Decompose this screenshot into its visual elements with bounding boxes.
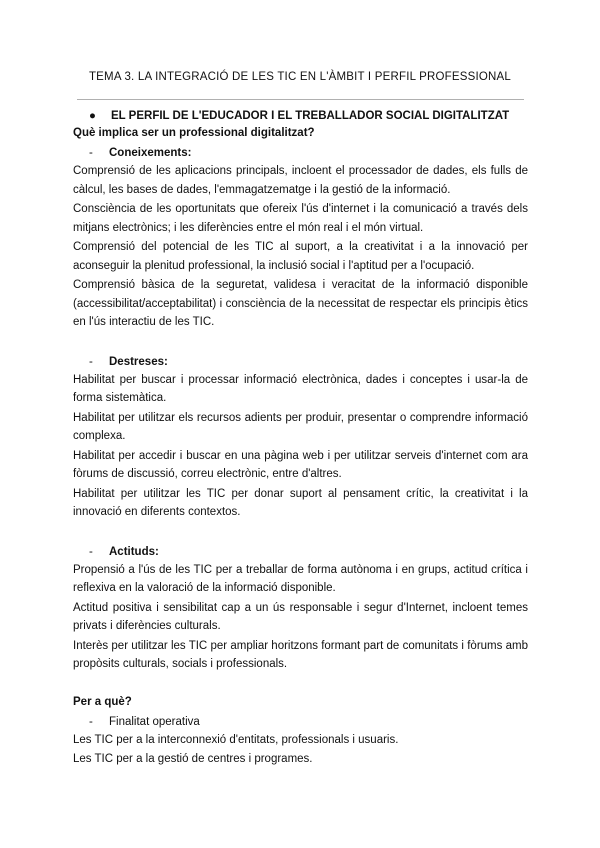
coneixements-heading-text: Coneixements: [109, 147, 192, 159]
section-heading [89, 108, 528, 124]
paragraph: Consciència de les oportunitats que ofereix l'ús d'internet i la comunicació a través dels mitjans electrònics; i les diferències entre el món real i el món virtual. [73, 203, 528, 234]
paragraph: Habilitat per accedir i buscar en una pàgina web i per utilitzar serveis d'internet com ara fòrums de discussió, correu electrònic, entre d'altres. [73, 449, 528, 480]
destreses-heading-text: Destreses: [109, 355, 168, 368]
paragraph: Habilitat per utilitzar els recursos adients per produir, presentar o comprendre informació complexa. [73, 411, 528, 442]
paragraph: Comprensió bàsica de la seguretat, validesa i veracitat de la informació disponible (accessibilitat/acceptabilitat) i consciència de la necessitat de respectar els principis ètics en l'ús interactiu de les TIC. [73, 279, 528, 328]
paragraph: Habilitat per buscar i processar informació electrònica, dades i conceptes i usar-la de forma sistemàtica. [73, 373, 528, 404]
paragraph: Propensió a l'ús de les TIC per a treballar de forma autònoma i en grups, actitud crítica i reflexiva en la valoració de la informació disponible. [73, 563, 528, 594]
dash-marker: - [89, 147, 93, 159]
dash-marker: - [89, 355, 93, 368]
destreses-heading [89, 353, 528, 371]
paragraph: Actitud positiva i sensibilitat cap a un ús responsable i segur d'Internet, incloent temes privats i diferències culturals. [73, 601, 528, 632]
title-divider [77, 99, 524, 100]
paragraph: Comprensió de les aplicacions principals, incloent el processador de dades, els fulls de càlcul, les bases de dades, l'emmagatzematge i la gestió de la informació. [73, 165, 528, 196]
paragraph: Les TIC per a la gestió de centres i programes. [73, 753, 313, 765]
actituds-heading-text: Actituds: [109, 545, 159, 558]
document-body [73, 108, 528, 770]
finalitat-heading-text: Finalitat operativa [109, 715, 200, 728]
paragraph: Comprensió del potencial de les TIC al suport, a la creativitat i a la innovació per aconseguir la plenitud professional, la inclusió social i l'aptitud per a l'ocupació. [73, 241, 528, 272]
question-heading-1: Què implica ser un professional digitalitzat? [73, 127, 315, 139]
paragraph: Habilitat per utilitzar les TIC per donar suport al pensament crític, la creativitat i la innovació en diferents contextos. [73, 487, 528, 518]
actituds-heading [89, 543, 528, 561]
coneixements-heading [89, 144, 528, 162]
dash-marker: - [89, 715, 93, 728]
paragraph: Les TIC per a la interconnexió d'entitats, professionals i usuaris. [73, 733, 399, 746]
finalitat-heading [89, 713, 528, 731]
section-heading-text: EL PERFIL DE L'EDUCADOR I EL TREBALLADOR SOCIAL DIGITALITZAT [111, 110, 510, 122]
document-title: TEMA 3. LA INTEGRACIÓ DE LES TIC EN L'ÀMBIT I PERFIL PROFESSIONAL [88, 71, 512, 83]
question-heading-2: Per a què? [73, 695, 132, 708]
paragraph: Interès per utilitzar les TIC per ampliar horitzons formant part de comunitats i fòrums amb propòsits culturals, socials i professionals. [73, 639, 528, 670]
bullet-icon: ● [89, 110, 96, 122]
dash-marker: - [89, 545, 93, 558]
